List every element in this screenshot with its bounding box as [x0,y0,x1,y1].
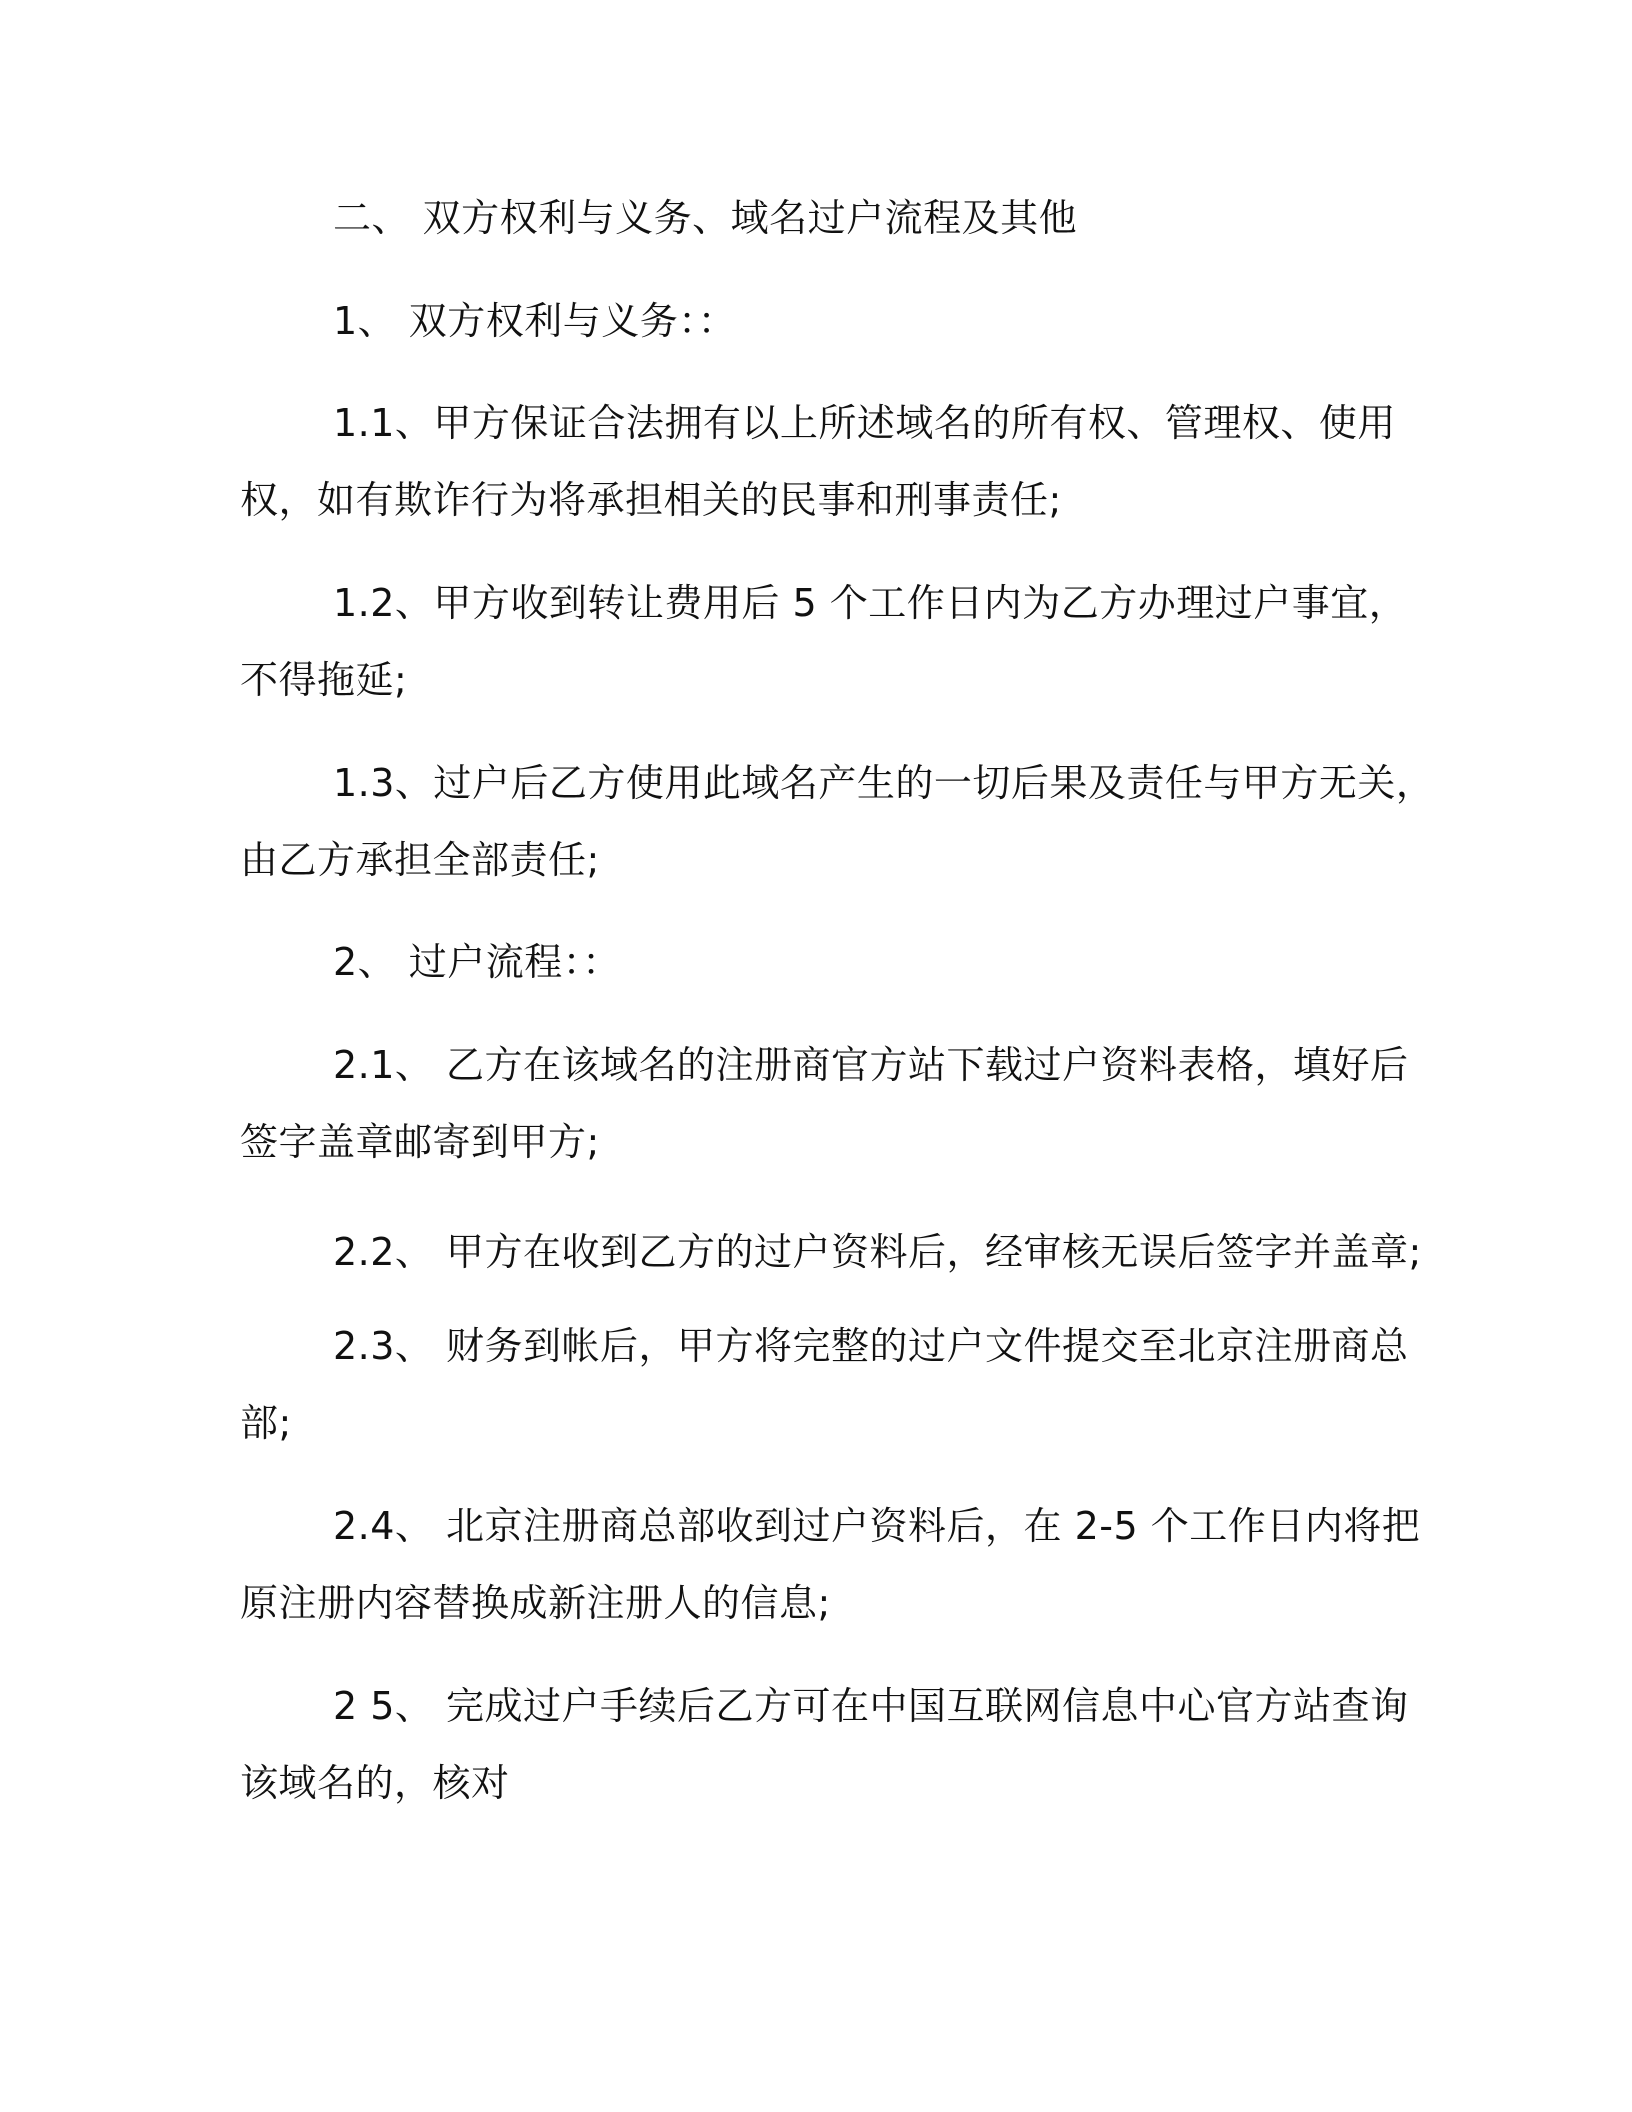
clause-1-1-line-2: 权，如有欺诈行为将承担相关的民事和刑事责任; [240,478,1062,522]
clause-2-1-line-2: 签字盖章邮寄到甲方; [240,1120,600,1164]
clause-2-3-line-1: 2.3、 财务到帐后，甲方将完整的过户文件提交至北京注册商总 [333,1324,1409,1368]
clause-2-1-line-1: 2.1、 乙方在该域名的注册商官方站下载过户资料表格，填好后 [333,1043,1409,1087]
clause-2-2-line-1: 2.2、 甲方在收到乙方的过户资料后，经审核无误后签字并盖章; [333,1230,1422,1274]
subsection-heading-transfer: 2、 过户流程：： [333,940,621,984]
clause-2-4-line-1: 2.4、 北京注册商总部收到过户资料后，在 2-5 个工作日内将把 [333,1504,1421,1548]
clause-1-3-line-2: 由乙方承担全部责任; [240,838,600,882]
clause-1-2-line-2: 不得拖延; [240,658,408,702]
clause-2-3-line-2: 部; [240,1401,292,1445]
clause-2-5-line-2: 该域名的，核对 [240,1761,510,1805]
subsection-heading-rights: 1、 双方权利与义务：： [333,299,737,343]
clause-2-5-line-1: 2 5、 完成过户手续后乙方可在中国互联网信息中心官方站查询 [333,1684,1409,1728]
clause-1-2-line-1: 1.2、甲方收到转让费用后 5 个工作日内为乙方办理过户事宜， [333,581,1408,625]
clause-1-1-line-1: 1.1、甲方保证合法拥有以上所述域名的所有权、管理权、使用 [333,401,1396,445]
clause-2-4-line-2: 原注册内容替换成新注册人的信息; [240,1581,831,1625]
clause-1-3-line-1: 1.3、过户后乙方使用此域名产生的一切后果及责任与甲方无关， [333,761,1435,805]
section-heading: 二、 双方权利与义务、域名过户流程及其他 [333,196,1078,240]
